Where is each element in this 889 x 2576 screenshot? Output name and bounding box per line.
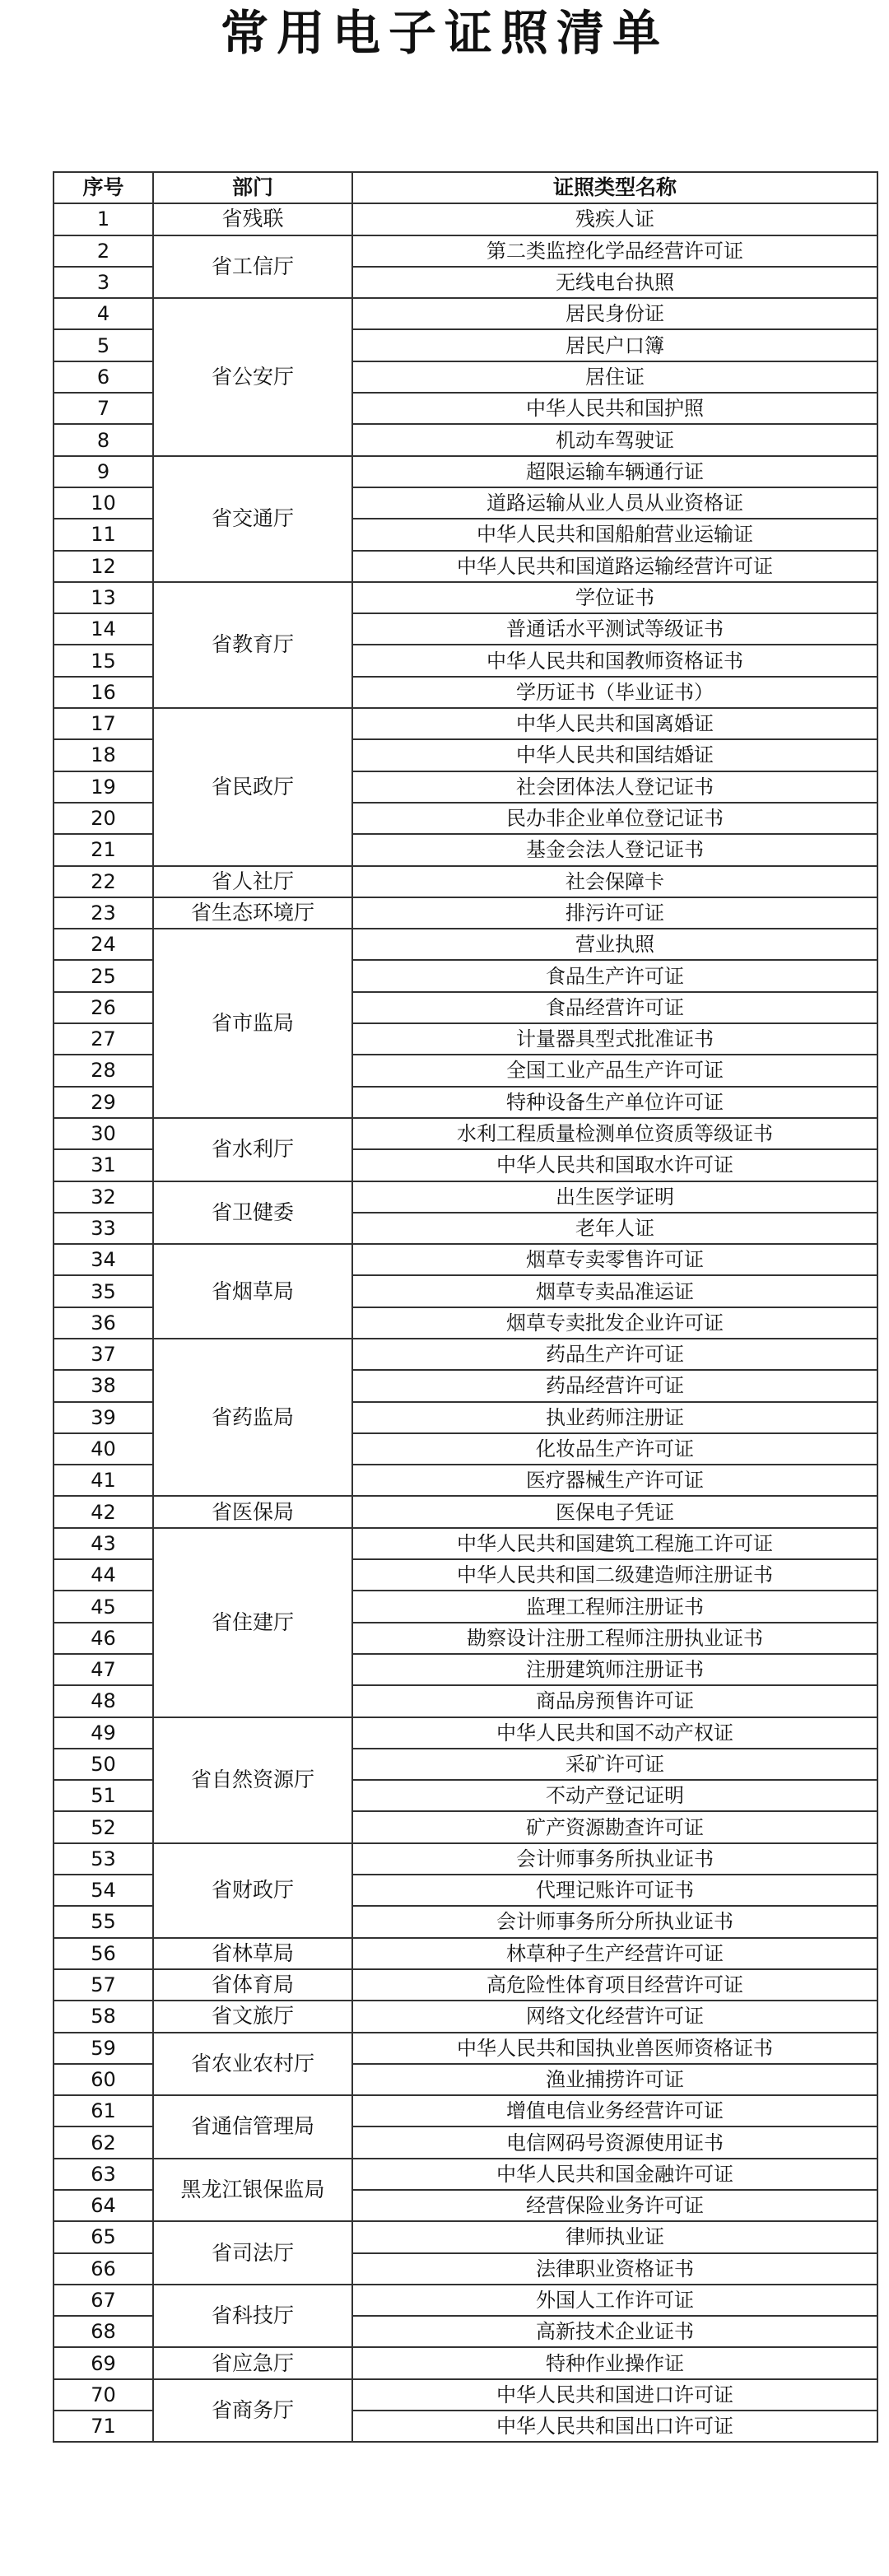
row-certificate-name: 高危险性体育项目经营许可证 (352, 1969, 877, 2001)
row-certificate-name: 矿产资源勘查许可证 (352, 1811, 877, 1842)
table-row (54, 1339, 877, 1370)
row-certificate-name: 超限运输车辆通行证 (352, 456, 877, 487)
row-index: 8 (54, 424, 153, 455)
row-certificate-name: 居民户口簿 (352, 329, 877, 361)
table-body (54, 203, 877, 2442)
row-certificate-name: 医保电子凭证 (352, 1496, 877, 1527)
row-department: 省司法厅 (153, 2221, 352, 2285)
row-index: 16 (54, 677, 153, 708)
row-certificate-name: 中华人民共和国道路运输经营许可证 (352, 551, 877, 582)
row-certificate-name: 老年人证 (352, 1213, 877, 1244)
row-department: 省教育厅 (153, 582, 352, 708)
row-index: 7 (54, 393, 153, 424)
row-certificate-name: 商品房预售许可证 (352, 1685, 877, 1717)
row-certificate-name: 道路运输从业人员从业资格证 (352, 487, 877, 519)
row-certificate-name: 残疾人证 (352, 203, 877, 235)
row-certificate-name: 会计师事务所分所执业证书 (352, 1906, 877, 1937)
row-certificate-name: 林草种子生产经营许可证 (352, 1938, 877, 1969)
row-department: 省自然资源厅 (153, 1717, 352, 1843)
row-index: 45 (54, 1591, 153, 1622)
row-index: 36 (54, 1307, 153, 1339)
table-row (54, 235, 877, 267)
row-index: 32 (54, 1181, 153, 1213)
row-certificate-name: 药品经营许可证 (352, 1370, 877, 1401)
row-certificate-name: 执业药师注册证 (352, 1402, 877, 1433)
row-index: 17 (54, 708, 153, 739)
header-certificate-name: 证照类型名称 (352, 172, 877, 203)
row-index: 70 (54, 2379, 153, 2411)
row-certificate-name: 社会团体法人登记证书 (352, 771, 877, 803)
row-certificate-name: 排污许可证 (352, 897, 877, 929)
row-certificate-name: 医疗器械生产许可证 (352, 1465, 877, 1496)
row-certificate-name: 学历证书（毕业证书） (352, 677, 877, 708)
row-certificate-name: 渔业捕捞许可证 (352, 2064, 877, 2095)
table-row (54, 1118, 877, 1149)
row-index: 6 (54, 361, 153, 393)
row-department: 省烟草局 (153, 1244, 352, 1339)
table-row (54, 897, 877, 929)
row-certificate-name: 计量器具型式批准证书 (352, 1023, 877, 1055)
row-certificate-name: 药品生产许可证 (352, 1339, 877, 1370)
row-index: 62 (54, 2126, 153, 2158)
row-index: 26 (54, 992, 153, 1023)
row-index: 30 (54, 1118, 153, 1149)
row-index: 51 (54, 1780, 153, 1811)
row-certificate-name: 食品经营许可证 (352, 992, 877, 1023)
row-department: 省工信厅 (153, 235, 352, 299)
table-row (54, 2001, 877, 2032)
row-index: 60 (54, 2064, 153, 2095)
row-index: 38 (54, 1370, 153, 1401)
row-certificate-name: 中华人民共和国离婚证 (352, 708, 877, 739)
row-index: 56 (54, 1938, 153, 1969)
table-row (54, 2033, 877, 2064)
row-certificate-name: 营业执照 (352, 929, 877, 960)
row-certificate-name: 第二类监控化学品经营许可证 (352, 235, 877, 267)
table-row (54, 582, 877, 613)
row-certificate-name: 食品生产许可证 (352, 960, 877, 991)
row-department: 省通信管理局 (153, 2095, 352, 2159)
row-index: 37 (54, 1339, 153, 1370)
table-row (54, 2159, 877, 2190)
row-index: 66 (54, 2253, 153, 2285)
row-certificate-name: 代理记账许可证书 (352, 1875, 877, 1906)
row-department: 省应急厅 (153, 2347, 352, 2378)
row-index: 68 (54, 2316, 153, 2347)
row-certificate-name: 全国工业产品生产许可证 (352, 1055, 877, 1086)
table-row (54, 708, 877, 739)
row-department: 省住建厅 (153, 1528, 352, 1717)
row-index: 44 (54, 1559, 153, 1591)
row-index: 31 (54, 1149, 153, 1181)
row-index: 50 (54, 1749, 153, 1780)
row-index: 55 (54, 1906, 153, 1937)
row-department: 省卫健委 (153, 1181, 352, 1245)
row-index: 48 (54, 1685, 153, 1717)
row-index: 43 (54, 1528, 153, 1559)
row-index: 42 (54, 1496, 153, 1527)
table-row (54, 866, 877, 897)
row-certificate-name: 律师执业证 (352, 2221, 877, 2252)
table-row (54, 456, 877, 487)
row-certificate-name: 中华人民共和国二级建造师注册证书 (352, 1559, 877, 1591)
row-index: 2 (54, 235, 153, 267)
header-index: 序号 (54, 172, 153, 203)
row-certificate-name: 中华人民共和国金融许可证 (352, 2159, 877, 2190)
row-department: 省农业农村厅 (153, 2033, 352, 2096)
row-certificate-name: 出生医学证明 (352, 1181, 877, 1213)
row-index: 41 (54, 1465, 153, 1496)
table-row (54, 1496, 877, 1527)
row-certificate-name: 烟草专卖品准运证 (352, 1275, 877, 1307)
table-row (54, 2221, 877, 2252)
row-index: 11 (54, 519, 153, 550)
table-row (54, 929, 877, 960)
row-index: 61 (54, 2095, 153, 2126)
row-certificate-name: 基金会法人登记证书 (352, 834, 877, 865)
table-row (54, 2095, 877, 2126)
row-certificate-name: 特种设备生产单位许可证 (352, 1087, 877, 1118)
row-certificate-name: 民办非企业单位登记证书 (352, 803, 877, 834)
row-certificate-name: 勘察设计注册工程师注册执业证书 (352, 1623, 877, 1654)
row-certificate-name: 中华人民共和国建筑工程施工许可证 (352, 1528, 877, 1559)
row-index: 39 (54, 1402, 153, 1433)
row-department: 省残联 (153, 203, 352, 235)
row-certificate-name: 烟草专卖零售许可证 (352, 1244, 877, 1275)
row-index: 29 (54, 1087, 153, 1118)
row-index: 20 (54, 803, 153, 834)
row-index: 59 (54, 2033, 153, 2064)
table-row (54, 1244, 877, 1275)
row-certificate-name: 居民身份证 (352, 298, 877, 329)
row-certificate-name: 化妆品生产许可证 (352, 1433, 877, 1465)
row-index: 28 (54, 1055, 153, 1086)
row-index: 1 (54, 203, 153, 235)
row-index: 23 (54, 897, 153, 929)
row-certificate-name: 特种作业操作证 (352, 2347, 877, 2378)
row-index: 71 (54, 2411, 153, 2442)
table-row (54, 1181, 877, 1213)
row-index: 5 (54, 329, 153, 361)
row-index: 40 (54, 1433, 153, 1465)
row-certificate-name: 经营保险业务许可证 (352, 2190, 877, 2221)
row-index: 25 (54, 960, 153, 991)
row-certificate-name: 烟草专卖批发企业许可证 (352, 1307, 877, 1339)
row-certificate-name: 水利工程质量检测单位资质等级证书 (352, 1118, 877, 1149)
row-index: 33 (54, 1213, 153, 1244)
row-certificate-name: 不动产登记证明 (352, 1780, 877, 1811)
row-index: 58 (54, 2001, 153, 2032)
row-index: 15 (54, 645, 153, 676)
row-index: 65 (54, 2221, 153, 2252)
row-index: 69 (54, 2347, 153, 2378)
row-certificate-name: 中华人民共和国船舶营业运输证 (352, 519, 877, 550)
row-index: 34 (54, 1244, 153, 1275)
row-index: 9 (54, 456, 153, 487)
row-certificate-name: 会计师事务所执业证书 (352, 1843, 877, 1875)
row-index: 24 (54, 929, 153, 960)
row-department: 省体育局 (153, 1969, 352, 2001)
row-index: 49 (54, 1717, 153, 1749)
row-index: 67 (54, 2285, 153, 2316)
row-certificate-name: 机动车驾驶证 (352, 424, 877, 455)
row-index: 57 (54, 1969, 153, 2001)
table-row (54, 1528, 877, 1559)
table-row (54, 2347, 877, 2378)
table-row (54, 1843, 877, 1875)
row-department: 省生态环境厅 (153, 897, 352, 929)
table-row (54, 203, 877, 235)
row-index: 19 (54, 771, 153, 803)
table-row (54, 1938, 877, 1969)
table-row (54, 2379, 877, 2411)
header-department: 部门 (153, 172, 352, 203)
row-index: 14 (54, 613, 153, 645)
row-certificate-name: 法律职业资格证书 (352, 2253, 877, 2285)
table-row (54, 1969, 877, 2001)
row-index: 64 (54, 2190, 153, 2221)
row-department: 省商务厅 (153, 2379, 352, 2443)
row-certificate-name: 外国人工作许可证 (352, 2285, 877, 2316)
row-index: 21 (54, 834, 153, 865)
row-certificate-name: 增值电信业务经营许可证 (352, 2095, 877, 2126)
page-title: 常用电子证照清单 (220, 5, 668, 61)
row-certificate-name: 网络文化经营许可证 (352, 2001, 877, 2032)
row-index: 52 (54, 1811, 153, 1842)
row-certificate-name: 学位证书 (352, 582, 877, 613)
row-certificate-name: 电信网码号资源使用证书 (352, 2126, 877, 2158)
row-index: 4 (54, 298, 153, 329)
row-index: 10 (54, 487, 153, 519)
row-certificate-name: 中华人民共和国不动产权证 (352, 1717, 877, 1749)
row-department: 省人社厅 (153, 866, 352, 897)
row-certificate-name: 中华人民共和国取水许可证 (352, 1149, 877, 1181)
row-index: 27 (54, 1023, 153, 1055)
row-certificate-name: 中华人民共和国结婚证 (352, 739, 877, 771)
table-row (54, 2285, 877, 2316)
table-row (54, 1717, 877, 1749)
table-row (54, 298, 877, 329)
row-department: 省科技厅 (153, 2285, 352, 2348)
row-index: 12 (54, 551, 153, 582)
row-index: 54 (54, 1875, 153, 1906)
row-index: 3 (54, 267, 153, 298)
row-index: 46 (54, 1623, 153, 1654)
row-certificate-name: 中华人民共和国执业兽医师资格证书 (352, 2033, 877, 2064)
row-department: 省医保局 (153, 1496, 352, 1527)
row-department: 省药监局 (153, 1339, 352, 1496)
row-certificate-name: 高新技术企业证书 (352, 2316, 877, 2347)
row-certificate-name: 中华人民共和国出口许可证 (352, 2411, 877, 2442)
row-index: 63 (54, 2159, 153, 2190)
row-department: 省交通厅 (153, 456, 352, 582)
table-header-row (54, 172, 877, 203)
row-certificate-name: 中华人民共和国进口许可证 (352, 2379, 877, 2411)
certificate-table (53, 171, 878, 2443)
row-index: 22 (54, 866, 153, 897)
row-certificate-name: 社会保障卡 (352, 866, 877, 897)
row-certificate-name: 中华人民共和国护照 (352, 393, 877, 424)
row-department: 省财政厅 (153, 1843, 352, 1938)
row-department: 省民政厅 (153, 708, 352, 865)
row-index: 13 (54, 582, 153, 613)
row-department: 省林草局 (153, 1938, 352, 1969)
row-certificate-name: 中华人民共和国教师资格证书 (352, 645, 877, 676)
row-index: 35 (54, 1275, 153, 1307)
row-index: 18 (54, 739, 153, 771)
row-department: 省水利厅 (153, 1118, 352, 1181)
row-department: 黑龙江银保监局 (153, 2159, 352, 2222)
row-certificate-name: 监理工程师注册证书 (352, 1591, 877, 1622)
row-certificate-name: 注册建筑师注册证书 (352, 1654, 877, 1685)
row-certificate-name: 普通话水平测试等级证书 (352, 613, 877, 645)
row-certificate-name: 采矿许可证 (352, 1749, 877, 1780)
row-department: 省公安厅 (153, 298, 352, 455)
row-department: 省市监局 (153, 929, 352, 1118)
row-index: 47 (54, 1654, 153, 1685)
row-department: 省文旅厅 (153, 2001, 352, 2032)
row-index: 53 (54, 1843, 153, 1875)
row-certificate-name: 居住证 (352, 361, 877, 393)
row-certificate-name: 无线电台执照 (352, 267, 877, 298)
